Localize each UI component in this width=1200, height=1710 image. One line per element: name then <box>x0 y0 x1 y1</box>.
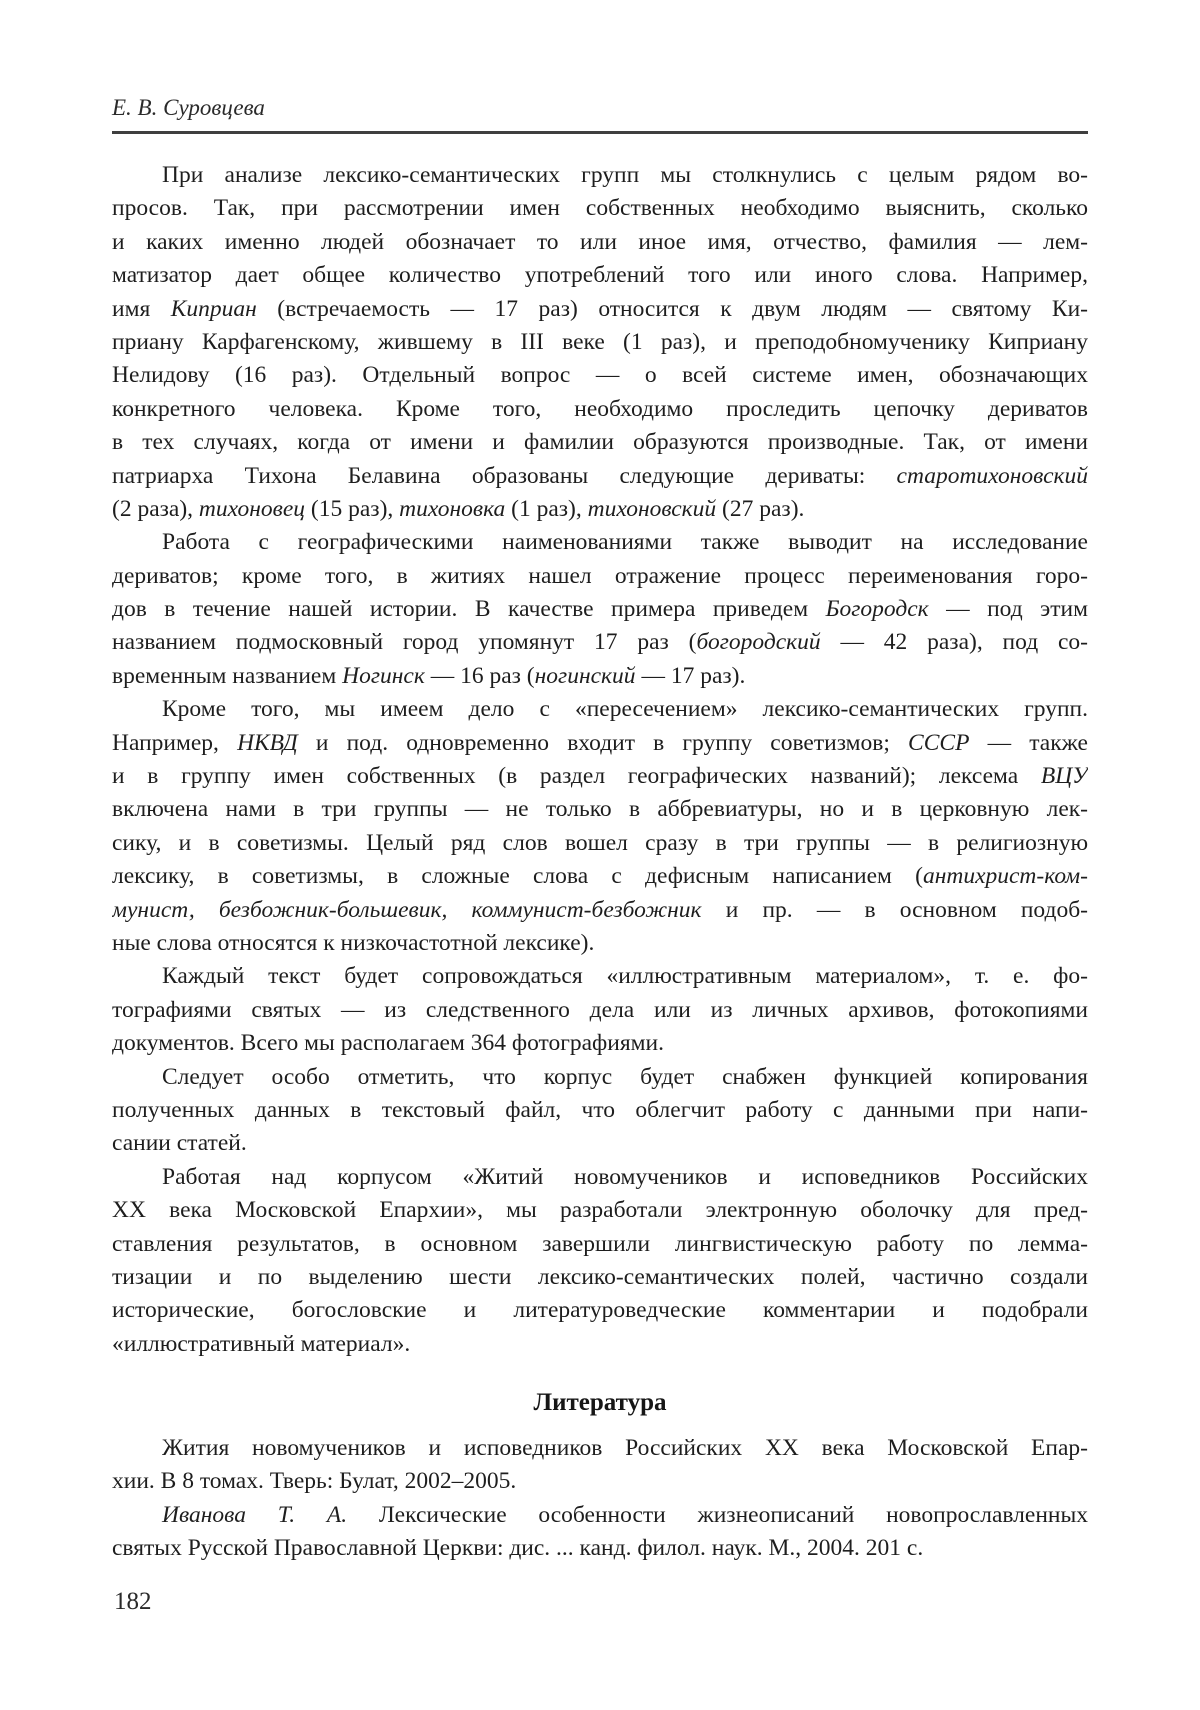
text-line <box>112 927 1088 960</box>
text-line <box>112 1261 1088 1294</box>
text-line <box>112 192 1088 225</box>
italic-segment: богородский <box>696 629 821 656</box>
text-segment: XX века Московской Епархии», мы разработали электронную оболочку для пред- <box>112 1197 1088 1224</box>
text-line <box>112 1194 1088 1227</box>
text-segment: Следует особо отметить, что корпус будет снабжен функцией копирования <box>162 1063 1088 1090</box>
text-line <box>112 827 1088 860</box>
text-segment: и в группу имен собственных (в раздел географических названий); лексема <box>112 763 1041 790</box>
text-line <box>112 693 1088 726</box>
text-segment: Работая над корпусом «Житий новомучеников и исповедников Российских <box>162 1163 1088 1190</box>
text-segment: в тех случаях, когда от имени и фамилии образуются производные. Так, от имени <box>112 429 1088 456</box>
italic-segment: НКВД <box>237 729 298 756</box>
text-segment: (27 раз). <box>716 495 805 522</box>
paragraph <box>112 159 1088 526</box>
text-line <box>112 560 1088 593</box>
text-segment: полученных данных в текстовый файл, что облегчит работу с данными при напи- <box>112 1096 1088 1123</box>
text-segment: и под. одновременно входит в группу советизмов; <box>297 729 909 756</box>
italic-segment: тихоновский <box>587 495 717 522</box>
italic-segment: антихрист-ком- <box>922 863 1088 890</box>
text-segment: (1 раз), <box>505 495 588 522</box>
text-line <box>112 1061 1088 1094</box>
text-line <box>112 460 1088 493</box>
text-line <box>112 960 1088 993</box>
text-line <box>112 526 1088 559</box>
text-line <box>112 860 1088 893</box>
text-segment: — 42 раза), под со- <box>820 629 1088 656</box>
text-line <box>112 593 1088 626</box>
text-segment: При анализе лексико-семантических групп мы столкнулись с целым рядом во- <box>162 162 1088 188</box>
text-segment: Нелидову (16 раз). Отдельный вопрос — о всей системе имен, обозначающих <box>112 362 1088 389</box>
text-segment: тизации и по выделению шести лексико-семантических полей, частично создали <box>112 1263 1088 1290</box>
text-line <box>112 226 1088 259</box>
italic-segment: СССР <box>908 729 970 756</box>
text-segment: «иллюстративный материал». <box>112 1330 411 1357</box>
paragraph <box>112 960 1088 1060</box>
text-line <box>112 760 1088 793</box>
italic-segment: Богородск <box>825 596 929 623</box>
italic-segment: ногинский <box>534 662 636 689</box>
text-line <box>112 894 1088 927</box>
text-segment: дериватов; кроме того, в житиях нашел отражение процесс переименования горо- <box>112 562 1088 589</box>
text-segment: (встречаемость — 17 раз) относится к двум людям — святому Ки- <box>256 295 1088 322</box>
italic-segment: Ногинск <box>342 662 425 689</box>
text-line <box>112 1465 1088 1498</box>
text-segment: и каких именно людей обозначает то или иное имя, отчество, фамилия — лем- <box>112 228 1088 255</box>
text-segment: ставления результатов, в основном завершили лингвистическую работу по лемма- <box>112 1230 1088 1257</box>
body-text <box>112 159 1088 1361</box>
text-segment: хии. В 8 томах. Тверь: Булат, 2002–2005. <box>112 1468 517 1495</box>
text-segment: и пр. — в основном подоб- <box>701 896 1088 923</box>
text-line <box>112 793 1088 826</box>
text-segment: ные слова относятся к низкочастотной лексике). <box>112 929 595 956</box>
paragraph <box>112 1061 1088 1161</box>
page-number: 182 <box>114 1588 152 1615</box>
text-line <box>112 1532 1088 1565</box>
text-line <box>112 1294 1088 1327</box>
text-line <box>112 626 1088 659</box>
text-line <box>112 1027 1088 1060</box>
text-segment: включена нами в три группы — не только в аббревиатуры, но и в церковную лек- <box>112 796 1088 823</box>
text-segment: названием подмосковный город упомянут 17 раз ( <box>112 629 697 656</box>
text-segment: тографиями святых — из следственного дела или из личных архивов, фотокопиями <box>112 996 1088 1023</box>
text-segment: патриарха Тихона Белавина образованы следующие дериваты: <box>112 462 897 489</box>
text-segment: Каждый текст будет сопровождаться «иллюстративным материалом», т. е. фо- <box>162 963 1088 990</box>
text-segment: Лексические особенности жизнеописаний новопрославленных <box>347 1501 1088 1528</box>
text-segment: — под этим <box>928 596 1088 623</box>
text-line <box>112 293 1088 326</box>
text-line <box>112 1228 1088 1261</box>
text-segment: временным названием <box>112 662 343 689</box>
paragraph <box>112 526 1088 693</box>
reference-item <box>112 1499 1088 1566</box>
text-segment: Например, <box>112 729 238 756</box>
text-segment: конкретного человека. Кроме того, необходимо проследить цепочку дериватов <box>112 395 1088 422</box>
text-line <box>112 660 1088 693</box>
text-segment: матизатор дает общее количество употреблений того или иного слова. Например, <box>112 262 1088 289</box>
italic-segment: мунист, безбожник-большевик, коммунист-безбожник <box>112 896 702 923</box>
text-segment: приану Карфагенскому, жившему в III веке (1 раз), и преподобномученику Киприану <box>112 328 1088 355</box>
text-line <box>112 727 1088 760</box>
header-rule <box>112 131 1088 134</box>
italic-segment: тихоновец <box>198 495 306 522</box>
text-line <box>112 326 1088 359</box>
text-line <box>112 1328 1088 1361</box>
text-segment: Жития новомучеников и исповедников Российских XX века Московской Епар- <box>162 1435 1088 1461</box>
text-line <box>112 393 1088 426</box>
text-line <box>112 1161 1088 1194</box>
text-segment: — также <box>969 729 1088 756</box>
italic-segment: Иванова Т. А. <box>162 1501 348 1528</box>
text-segment: исторические, богословские и литературоведческие комментарии и подобрали <box>112 1297 1088 1324</box>
text-line <box>112 159 1088 192</box>
text-segment: — 16 раз ( <box>424 662 535 689</box>
text-line <box>112 359 1088 392</box>
text-segment: святых Русской Православной Церкви: дис. ... канд. филол. наук. М., 2004. 201 с. <box>112 1535 924 1562</box>
text-segment: сику, и в советизмы. Целый ряд слов вошел сразу в три группы — в религиозную <box>112 829 1088 856</box>
text-line <box>112 994 1088 1027</box>
italic-segment: Киприан <box>170 295 257 322</box>
text-segment: документов. Всего мы располагаем 364 фотографиями. <box>112 1030 664 1057</box>
text-segment: сании статей. <box>112 1130 247 1157</box>
text-segment: Кроме того, мы имеем дело с «пересечением» лексико-семантических групп. <box>162 696 1088 723</box>
text-line <box>112 259 1088 292</box>
italic-segment: ВЦУ <box>1040 763 1088 790</box>
text-segment: (2 раза), <box>112 495 199 522</box>
text-segment: (15 раз), <box>305 495 400 522</box>
text-line <box>112 1127 1088 1160</box>
reference-item <box>112 1432 1088 1499</box>
paragraph <box>112 1161 1088 1361</box>
text-segment: дов в течение нашей истории. В качестве примера приведем <box>112 596 826 623</box>
italic-segment: тихоновка <box>399 495 506 522</box>
references <box>112 1432 1088 1566</box>
text-line <box>112 426 1088 459</box>
text-line <box>112 1432 1088 1465</box>
text-line <box>112 493 1088 526</box>
text-segment: — 17 раз). <box>635 662 746 689</box>
running-header-author: Е. В. Суровцева <box>112 95 265 120</box>
text-line <box>112 1499 1088 1532</box>
literature-heading: Литература <box>533 1389 667 1416</box>
text-segment: просов. Так, при рассмотрении имен собственных необходимо выяснить, сколько <box>112 195 1088 222</box>
text-segment: имя <box>112 295 171 322</box>
italic-segment: старотихоновский <box>896 462 1088 489</box>
paragraph <box>112 693 1088 960</box>
text-line <box>112 1094 1088 1127</box>
text-segment: Работа с географическими наименованиями также выводит на исследование <box>162 529 1088 556</box>
text-segment: лексику, в советизмы, в сложные слова с дефисным написанием ( <box>112 863 923 890</box>
